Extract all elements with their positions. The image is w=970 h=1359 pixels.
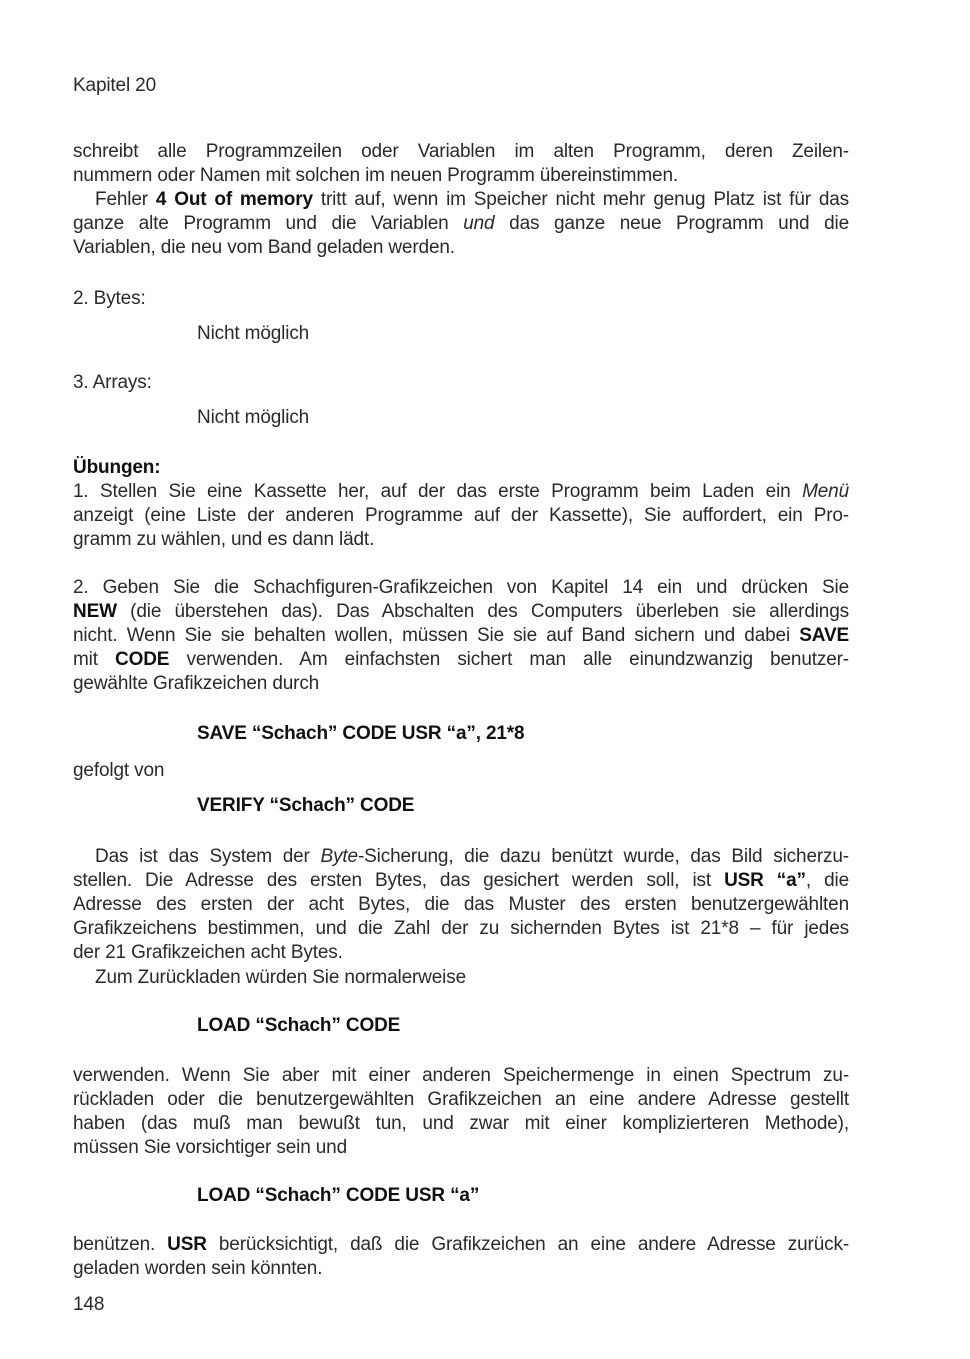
body-text: (die überstehen das). Das Abschalten des Computers überleben sie allerdings [116,601,849,622]
body-line [95,845,849,869]
body-line: gewählte Grafikzeichen durch [73,673,320,694]
body-text: stellen. Die Adresse des ersten Bytes, das gesichert werden soll, ist [73,870,725,891]
body-line: der 21 Grafikzeichen acht Bytes. [73,942,343,963]
keyword: USR “a” [724,870,806,891]
body-text: berücksichtigt, daß die Grafikzeichen an eine andere Adresse zurück- [206,1234,849,1255]
body-line: anzeigt (eine Liste der anderen Programme auf der Kassette), Sie auffordert, ein Pro- [73,505,849,526]
body-text: ganze alte Programm und die Variablen [73,213,464,234]
body-text: verwenden. Am einfachsten sichert man alle einundzwanzig benutzer- [169,649,849,670]
body-line [73,1233,849,1257]
code-line: VERIFY “Schach” CODE [197,795,415,816]
code-line: SAVE “Schach” CODE USR “a”, 21*8 [197,723,525,744]
body-line: Zum Zurückladen würden Sie normalerweise [95,967,466,988]
body-line: schreibt alle Programmzeilen oder Variablen im alten Programm, deren Zeilen- [73,141,849,162]
body-text: das ganze neue Programm und die [494,213,849,234]
section-heading: Übungen: [73,457,161,478]
keyword: NEW [73,601,117,622]
body-line: müssen Sie vorsichtiger sein und [73,1137,348,1158]
running-header: Kapitel 20 [73,75,157,96]
body-line: Variablen, die neu vom Band geladen werden. [73,237,455,258]
body-line [73,869,849,893]
body-text: benützen. [73,1234,168,1255]
item-value: Nicht möglich [197,323,310,344]
body-line [73,212,849,236]
body-line [73,480,849,504]
body-text: -Sicherung, die dazu benützt wurde, das Bild sicherzu- [357,846,849,867]
body-text: mit [73,649,116,670]
emphasis-text: Menü [802,481,849,502]
page-number: 148 [73,1294,105,1315]
code-line: LOAD “Schach” CODE USR “a” [197,1185,480,1206]
body-line: gefolgt von [73,760,165,781]
body-text: Das ist das System der [95,846,321,867]
body-line: rückladen oder die benutzergewählten Grafikzeichen an eine andere Adresse gestellt [73,1089,849,1110]
code-line: LOAD “Schach” CODE [197,1015,401,1036]
emphasis-text: Byte [320,846,358,867]
body-text: 1. Stellen Sie eine Kassette her, auf der das erste Programm beim Laden ein [73,481,803,502]
body-line [95,188,849,212]
body-text: tritt auf, wenn im Speicher nicht mehr genug Platz ist für das [312,189,849,210]
body-text: , die [805,870,849,891]
error-message: 4 Out of memory [155,189,313,210]
body-line: verwenden. Wenn Sie aber mit einer anderen Speichermenge in einen Spectrum zu- [73,1065,849,1086]
body-text: nicht. Wenn Sie sie behalten wollen, müssen Sie sie auf Band sichern und dabei [73,625,800,646]
keyword: SAVE [799,625,849,646]
body-line: Grafikzeichens bestimmen, und die Zahl der zu sichernden Bytes ist 21*8 – für jedes [73,918,849,939]
item-value: Nicht möglich [197,407,310,428]
body-line [73,624,849,648]
body-line: gramm zu wählen, und es dann lädt. [73,529,375,550]
item-label: 3. Arrays: [73,372,152,393]
body-line: nummern oder Namen mit solchen im neuen Programm übereinstimmen. [73,165,678,186]
body-line: Adresse des ersten der acht Bytes, die das Muster des ersten benutzergewählten [73,894,849,915]
emphasis-text: und [463,213,495,234]
body-line [73,648,849,672]
item-label: 2. Bytes: [73,288,146,309]
body-text: Fehler [95,189,156,210]
body-line: haben (das muß man bewußt tun, und zwar mit einer komplizierteren Methode), [73,1113,849,1134]
body-line: 2. Geben Sie die Schachfiguren-Grafikzeichen von Kapitel 14 ein und drücken Sie [73,577,849,598]
keyword: CODE [115,649,170,670]
body-line [73,600,849,624]
body-line: geladen worden sein könnten. [73,1258,323,1279]
keyword: USR [167,1234,207,1255]
